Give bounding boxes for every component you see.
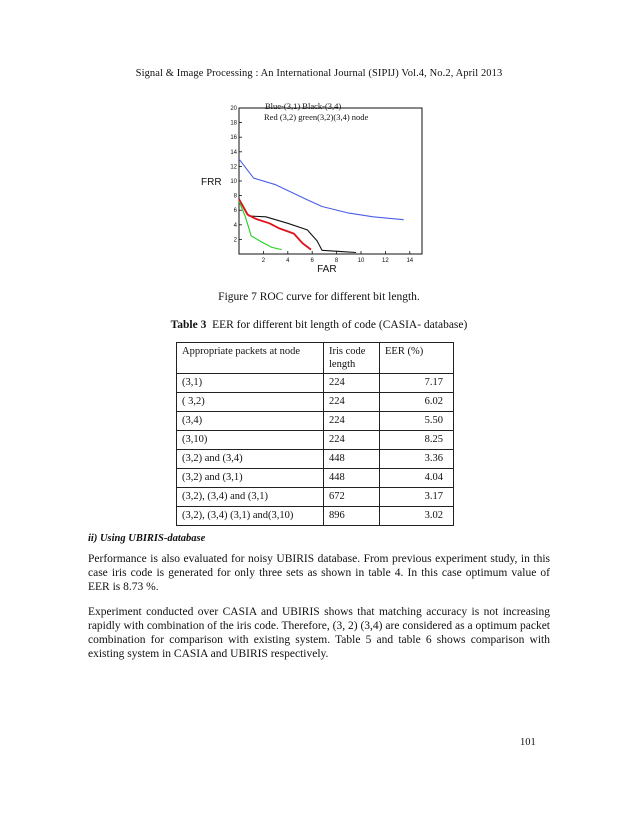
section-heading: ii) Using UBIRIS-database [88,533,206,544]
table-row [177,450,454,469]
table-title-text: EER for different bit length of code (CASIA- database) [212,319,468,331]
table-cell: 448 [324,450,380,469]
figure-caption: Figure 7 ROC curve for different bit length. [218,291,420,303]
x-tick-label: 4 [286,258,290,264]
table-cell: (3,4) [177,412,324,431]
roc-chart [200,96,440,281]
table-cell: 672 [324,488,380,507]
table-cell: (3,2) and (3,4) [177,450,324,469]
table-cell: (3,2) and (3,1) [177,469,324,488]
y-tick-label: 20 [230,106,237,112]
table-cell: 3.36 [380,450,454,469]
table-row [177,393,454,412]
y-tick-label: 10 [230,179,237,185]
table-row [177,431,454,450]
y-tick-label: 18 [230,120,237,127]
table-cell: 8.25 [380,431,454,450]
x-tick-label: 6 [310,258,314,264]
table-cell: 448 [324,469,380,488]
x-tick-label: 10 [357,258,365,264]
table-cell: 3.02 [380,507,454,526]
header-eer: EER (%) [380,343,454,374]
table-row [177,469,454,488]
table-cell: (3,1) [177,374,324,393]
body-paragraph: Performance is also evaluated for noisy UBIRIS database. From previous experiment study, in this case iris code is generated for only three sets as shown in table 4. In this case optimum value of EER is 8.73 %. [88,553,550,593]
y-tick-label: 4 [233,222,237,229]
eer-table [176,342,454,526]
table-cell: 3.17 [380,488,454,507]
table-cell: 224 [324,431,380,450]
table-row [177,507,454,526]
table-cell: (3,2), (3,4) (3,1) and(3,10) [177,507,324,526]
y-tick-label: 6 [233,208,237,215]
y-tick-label: 12 [230,164,237,171]
roc-chart-svg [200,96,440,281]
table-cell: 6.02 [380,393,454,412]
table-cell: 224 [324,412,380,431]
table-cell: 224 [324,374,380,393]
table-cell: 7.17 [380,374,454,393]
table-cell: (3,2), (3,4) and (3,1) [177,488,324,507]
table-label: Table 3 [170,319,207,331]
series-line-0 [239,159,404,220]
table-cell: (3,10) [177,431,324,450]
y-tick-label: 8 [233,193,237,200]
header-packets: Appropriate packets at node [177,343,324,374]
y-tick-label: 16 [230,135,237,142]
x-tick-label: 12 [382,258,389,264]
y-tick-label: 14 [230,149,237,156]
plot-frame [239,108,422,254]
table-cell: 224 [324,393,380,412]
table-header-row [177,343,454,374]
table-row [177,412,454,431]
y-axis-label: FRR [201,177,222,188]
table-cell: 896 [324,507,380,526]
x-tick-label: 2 [261,258,266,264]
table-title [0,319,638,331]
legend-line-2: Red (3,2) green(3,2)(3,4) node [264,112,369,122]
running-header: Signal & Image Processing : An International Journal (SIPIJ) Vol.4, No.2, April 2013 [135,68,503,79]
x-tick-label: 8 [334,258,339,264]
page-number: 101 [520,737,536,748]
series-line-2 [239,199,311,249]
x-tick-label: 14 [406,258,414,264]
table-cell: 4.04 [380,469,454,488]
legend-line-1: Blue-(3,1) Black-(3,4) [265,101,342,111]
table-cell: ( 3,2) [177,393,324,412]
body-paragraph: Experiment conducted over CASIA and UBIRIS shows that matching accuracy is not increasing rapidly with combination of the iris code. Therefore, (3, 2) (3,4) are considered as a optimum packet combination for comparison with existing system. Table 5 and table 6 shows comparison with existing system in CASIA and UBIRIS respectively. [88,606,550,660]
series-line-1 [239,199,356,253]
header-code-length: Iris code length [324,343,380,374]
table-row [177,374,454,393]
y-tick-label: 2 [233,237,237,244]
x-axis-label: FAR [317,264,337,275]
table-row [177,488,454,507]
table-cell: 5.50 [380,412,454,431]
